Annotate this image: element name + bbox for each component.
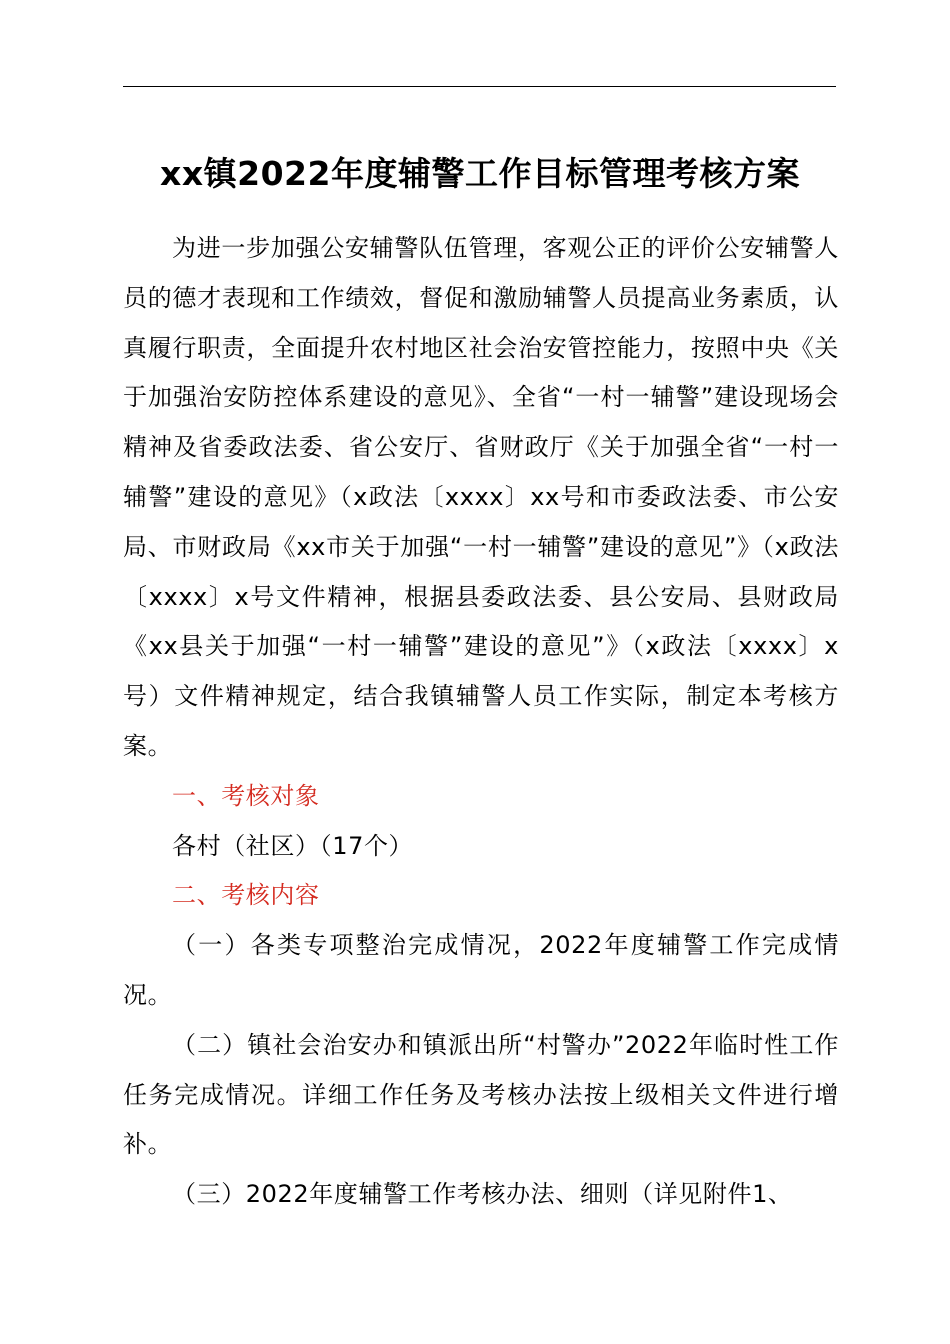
header-rule (123, 86, 836, 87)
content-item-3: （三）2022年度辅警工作考核办法、细则（详见附件1、 (172, 1180, 793, 1209)
section-1-text: 各村（社区）（17个） (172, 831, 414, 860)
section-heading-2: 二、考核内容 (172, 881, 320, 910)
content-item-2: （二）镇社会治安办和镇派出所“村警办”2022年临时性工作任务完成情况。详细工作任务及考核办法按上级相关文件进行增补。 (123, 1030, 839, 1159)
content-item-1: （一）各类专项整治完成情况，2022年度辅警工作完成情况。 (123, 931, 839, 1009)
section-heading-1: 一、考核对象 (172, 781, 320, 810)
intro-paragraph: 为进一步加强公安辅警队伍管理，客观公正的评价公安辅警人员的德才表现和工作绩效，督促和激励辅警人员提高业务素质，认真履行职责，全面提升农村地区社会治安管控能力，按照中央《关于加强治安防控体系建设的意见》、全省“一村一辅警”建设现场会精神及省委政法委、省公安厅、省财政厅《关于加强全省“一村一辅警”建设的意见》（x政法〔xxxx〕xx号和市委政法委、市公安局、市财政局《xx市关于加强“一村一辅警”建设的意见”》（x政法〔xxxx〕x号文件精神，根据县委政法委、县公安局、县财政局《xx县关于加强“一村一辅警”建设的意见”》（x政法〔xxxx〕x号）文件精神规定，结合我镇辅警人员工作实际，制定本考核方案。 (123, 234, 839, 760)
document-title: xx镇2022年度辅警工作目标管理考核方案 (160, 154, 800, 193)
document-body (123, 224, 839, 1220)
